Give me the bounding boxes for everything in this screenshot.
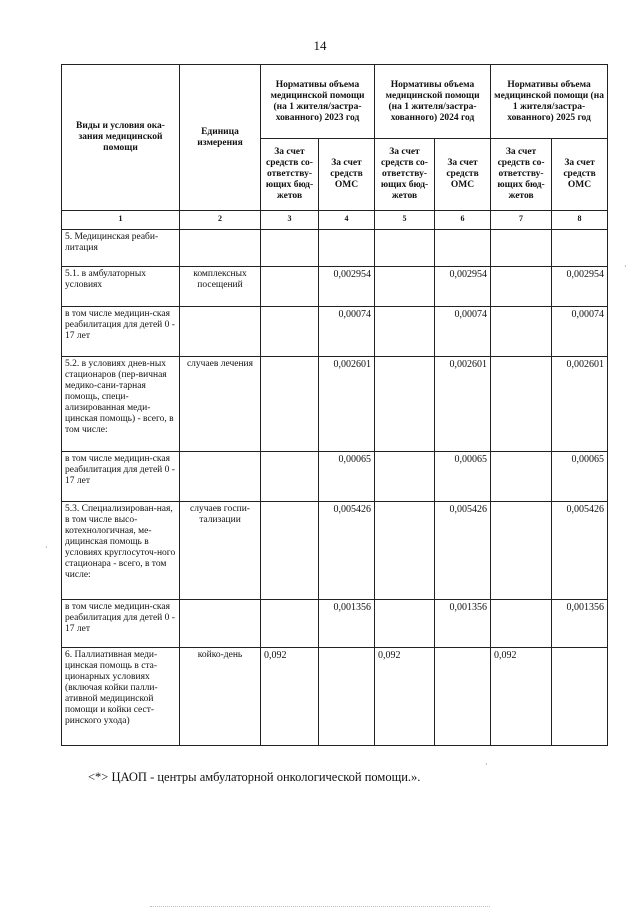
value-oms-2024: 0,002954 <box>435 267 491 307</box>
value-budget-2023: 0,092 <box>261 648 319 746</box>
value-oms-2024 <box>435 648 491 746</box>
value-oms-2023 <box>319 648 375 746</box>
table-row <box>62 648 608 746</box>
column-number: 4 <box>319 211 375 230</box>
row-name: в том числе медицин-ская реабилитация для детей 0 - 17 лет <box>62 452 180 502</box>
value-budget-2025 <box>491 502 552 600</box>
scan-speck: · <box>624 262 627 271</box>
value-budget-2024 <box>375 307 435 357</box>
norms-table <box>61 64 608 746</box>
value-budget-2023 <box>261 502 319 600</box>
scan-speck: · <box>45 543 48 552</box>
value-oms-2025: 0,002601 <box>552 357 608 452</box>
value-oms-2024: 0,001356 <box>435 600 491 648</box>
column-number: 3 <box>261 211 319 230</box>
row-name: 5.1. в амбулаторных условиях <box>62 267 180 307</box>
value-oms-2023: 0,002601 <box>319 357 375 452</box>
value-budget-2025 <box>491 452 552 502</box>
row-unit <box>180 452 261 502</box>
header-oms-2025: За счет средств ОМС <box>552 139 608 211</box>
header-oms-2024: За счет средств ОМС <box>435 139 491 211</box>
row-unit: койко-день <box>180 648 261 746</box>
value-oms-2023 <box>319 230 375 267</box>
value-budget-2024 <box>375 267 435 307</box>
row-name: в том числе медицин-ская реабилитация для детей 0 - 17 лет <box>62 307 180 357</box>
row-name: в том числе медицин-ская реабилитация для детей 0 - 17 лет <box>62 600 180 648</box>
value-oms-2024: 0,00074 <box>435 307 491 357</box>
row-unit <box>180 307 261 357</box>
column-number: 2 <box>180 211 261 230</box>
row-name: 6. Паллиативная меди-цинская помощь в ста-ционарных условиях (включая койки палли-ативной медицинской помощи и койки сест-ринского ухода) <box>62 648 180 746</box>
page-bottom-divider <box>150 906 490 907</box>
row-unit <box>180 230 261 267</box>
value-budget-2025 <box>491 267 552 307</box>
value-budget-2025 <box>491 230 552 267</box>
header-kind: Виды и условия ока-зания медицинской помощи <box>62 65 180 211</box>
value-budget-2023 <box>261 307 319 357</box>
row-name: 5.2. в условиях днев-ных стационаров (пер-вичная медико-сани-тарная помощь, специ-ализированная меди-цинская помощь) - всего, в том числе: <box>62 357 180 452</box>
value-budget-2023 <box>261 452 319 502</box>
value-oms-2025: 0,005426 <box>552 502 608 600</box>
header-budget-2024: За счет средств со-ответству-ющих бюд-жетов <box>375 139 435 211</box>
value-budget-2025 <box>491 600 552 648</box>
table-row <box>62 600 608 648</box>
value-oms-2024: 0,00065 <box>435 452 491 502</box>
header-budget-2025: За счет средств со-ответству-ющих бюд-жетов <box>491 139 552 211</box>
scan-speck: · <box>485 760 488 769</box>
value-oms-2023: 0,005426 <box>319 502 375 600</box>
value-budget-2024 <box>375 452 435 502</box>
table-row <box>62 452 608 502</box>
column-number-row <box>62 211 608 230</box>
value-oms-2025: 0,00065 <box>552 452 608 502</box>
value-oms-2025: 0,001356 <box>552 600 608 648</box>
value-oms-2024: 0,002601 <box>435 357 491 452</box>
value-oms-2025: 0,00074 <box>552 307 608 357</box>
value-budget-2023 <box>261 267 319 307</box>
value-budget-2024 <box>375 600 435 648</box>
value-budget-2024 <box>375 357 435 452</box>
value-oms-2023: 0,002954 <box>319 267 375 307</box>
value-budget-2025 <box>491 307 552 357</box>
value-oms-2023: 0,001356 <box>319 600 375 648</box>
table-row <box>62 357 608 452</box>
value-oms-2023: 0,00074 <box>319 307 375 357</box>
column-number: 7 <box>491 211 552 230</box>
value-budget-2024 <box>375 230 435 267</box>
page-number: 14 <box>313 38 327 53</box>
header-year-2024: Нормативы объема медицинской помощи (на 1 жителя/застра-хованного) 2024 год <box>375 65 491 139</box>
column-number: 5 <box>375 211 435 230</box>
row-name: 5.3. Специализирован-ная, в том числе высо-котехнологичная, ме-дицинская помощь в условиях круглосуточ-ного стационара - всего, в том числе: <box>62 502 180 600</box>
value-budget-2024: 0,092 <box>375 648 435 746</box>
table-row <box>62 307 608 357</box>
row-unit: случаев лечения <box>180 357 261 452</box>
value-budget-2025 <box>491 357 552 452</box>
header-unit: Единица измерения <box>180 65 261 211</box>
row-unit <box>180 600 261 648</box>
table-row <box>62 502 608 600</box>
row-unit: случаев госпи-тализации <box>180 502 261 600</box>
column-number: 1 <box>62 211 180 230</box>
value-budget-2025: 0,092 <box>491 648 552 746</box>
value-oms-2024: 0,005426 <box>435 502 491 600</box>
footnote: <*> ЦАОП - центры амбулаторной онкологической помощи.». <box>88 770 421 784</box>
value-oms-2025 <box>552 648 608 746</box>
value-oms-2023: 0,00065 <box>319 452 375 502</box>
column-number: 8 <box>552 211 608 230</box>
value-oms-2025 <box>552 230 608 267</box>
header-year-2023: Нормативы объема медицинской помощи (на 1 жителя/застра-хованного) 2023 год <box>261 65 375 139</box>
row-name: 5. Медицинская реаби-литация <box>62 230 180 267</box>
value-oms-2025: 0,002954 <box>552 267 608 307</box>
header-oms-2023: За счет средств ОМС <box>319 139 375 211</box>
column-number: 6 <box>435 211 491 230</box>
row-unit: комплексных посещений <box>180 267 261 307</box>
header-budget-2023: За счет средств со-ответству-ющих бюд-жетов <box>261 139 319 211</box>
table-row <box>62 230 608 267</box>
value-budget-2024 <box>375 502 435 600</box>
value-budget-2023 <box>261 600 319 648</box>
value-budget-2023 <box>261 230 319 267</box>
header-year-2025: Нормативы объема медицинской помощи (на 1 жителя/застра-хованного) 2025 год <box>491 65 608 139</box>
value-budget-2023 <box>261 357 319 452</box>
value-oms-2024 <box>435 230 491 267</box>
table-row <box>62 267 608 307</box>
